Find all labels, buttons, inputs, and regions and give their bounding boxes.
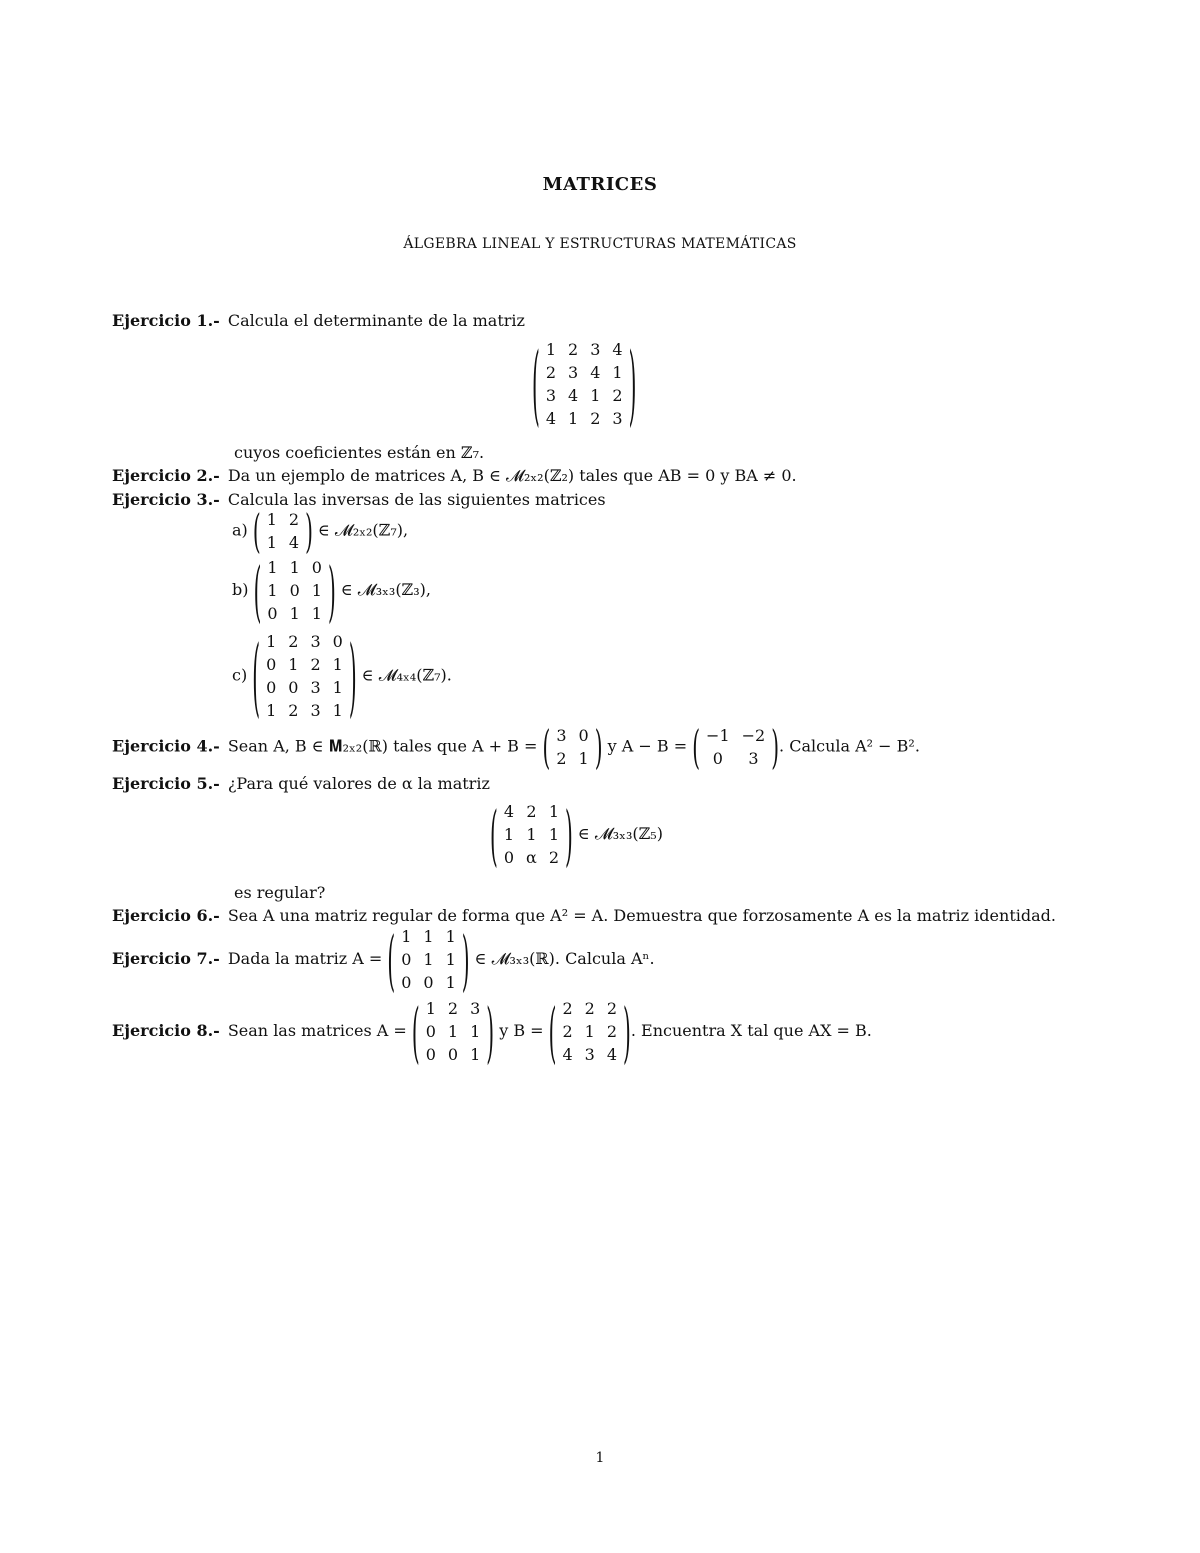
matrix-entry: 4	[590, 363, 601, 382]
matrix-entry: 1	[445, 927, 456, 946]
exercise-3c-space: ∈ 𝓜₄ₓ₄(ℤ₇).	[361, 665, 452, 685]
matrix-entry: 3	[556, 726, 567, 745]
matrix-row	[540, 384, 629, 407]
matrix-entry: 1	[612, 363, 623, 382]
matrix-left-paren: (	[252, 503, 261, 559]
matrix-entry: 1	[401, 927, 412, 946]
matrix-entry: 0	[503, 848, 514, 867]
matrix-entry: 2	[612, 386, 623, 405]
exercise-3b-space: ∈ 𝓜₃ₓ₃(ℤ₃),	[340, 580, 431, 599]
exercise-7-label: Ejercicio 7.-	[112, 949, 220, 968]
matrix-entry: 3	[310, 632, 321, 651]
exercise-8-text-2: y B =	[499, 1021, 544, 1040]
exercise-4-text-2: y A − B =	[607, 736, 688, 756]
exercise-5-matrix	[490, 795, 573, 874]
matrix-row	[261, 556, 328, 579]
exercise-1-text: Calcula el determinante de la matriz	[227, 311, 525, 330]
matrix-right-paren: )	[348, 624, 357, 728]
document-title: MATRICES	[542, 174, 658, 195]
exercise-5-text: ¿Para qué valores de α la matriz	[227, 774, 490, 793]
matrix-entry: 0	[401, 950, 412, 969]
exercise-1-matrix	[532, 331, 637, 437]
matrix-row	[498, 846, 565, 869]
matrix-left-paren: (	[542, 719, 551, 775]
matrix-entry: 1	[578, 749, 589, 768]
matrix-entry: 1	[288, 655, 299, 674]
matrix-entry: 1	[590, 386, 601, 405]
matrix-table	[556, 997, 623, 1066]
matrix-table	[260, 630, 349, 722]
exercise-3b	[232, 551, 431, 630]
matrix-right-paren: )	[327, 551, 336, 630]
exercise-8-matrix-a	[411, 992, 495, 1071]
matrix-entry: 0	[266, 678, 277, 697]
exercise-3a-matrix	[252, 503, 313, 559]
matrix-row	[540, 407, 629, 430]
exercise-3-text: Calcula las inversas de las siguientes matrices	[227, 490, 606, 509]
matrix-entry: α	[526, 848, 537, 867]
matrix-entry: 3	[545, 386, 556, 405]
matrix-entry: 0	[425, 1045, 436, 1064]
matrix-entry: 2	[288, 510, 300, 529]
matrix-entry: 2	[584, 999, 595, 1018]
matrix-entry: 2	[288, 632, 299, 651]
matrix-entry: −2	[741, 726, 766, 745]
matrix-entry: 1	[470, 1022, 481, 1041]
matrix-entry: 1	[311, 604, 322, 623]
matrix-entry: 0	[401, 973, 412, 992]
exercise-4-matrix-sum	[542, 719, 603, 775]
exercise-3c-matrix	[252, 624, 357, 728]
matrix-entry: 3	[590, 340, 601, 359]
matrix-row	[700, 747, 771, 770]
exercise-2-label: Ejercicio 2.-	[112, 466, 220, 485]
matrix-entry: 2	[545, 363, 556, 382]
matrix-right-paren: )	[305, 503, 313, 559]
exercise-8-text-1: Sean las matrices A =	[227, 1021, 407, 1040]
page-number: 1	[595, 1450, 605, 1466]
exercise-8-label: Ejercicio 8.-	[112, 1021, 220, 1040]
matrix-row	[260, 630, 349, 653]
matrix-entry: 3	[310, 701, 321, 720]
matrix-entry: 2	[548, 848, 559, 867]
matrix-entry: 2	[562, 1022, 573, 1041]
exercise-2-text: Da un ejemplo de matrices A, B ∈ 𝓜₂ₓ₂(ℤ₂) tales que AB = 0 y BA ≠ 0.	[227, 466, 797, 485]
matrix-entry: 2	[590, 409, 601, 428]
matrix-entry: 1	[568, 409, 579, 428]
matrix-entry: 4	[288, 533, 300, 552]
matrix-entry: 2	[606, 1022, 618, 1041]
matrix-row	[700, 724, 771, 747]
matrix-entry: 1	[526, 825, 537, 844]
exercise-5	[112, 773, 490, 795]
matrix-entry: 0	[311, 558, 322, 577]
matrix-entry: 1	[289, 558, 300, 577]
matrix-entry: 4	[545, 409, 556, 428]
matrix-entry: 3	[612, 409, 623, 428]
matrix-entry: 1	[548, 802, 559, 821]
matrix-row	[261, 531, 305, 554]
matrix-entry: 1	[447, 1022, 459, 1041]
matrix-entry: 1	[445, 950, 456, 969]
matrix-row	[550, 747, 594, 770]
exercise-3b-matrix	[253, 551, 336, 630]
matrix-table	[261, 556, 328, 625]
matrix-entry: 1	[423, 927, 434, 946]
matrix-entry: 0	[289, 581, 300, 600]
matrix-entry: 1	[266, 533, 277, 552]
matrix-entry: 2	[310, 655, 321, 674]
exercise-4-text-3: . Calcula A² − B².	[779, 736, 920, 756]
matrix-table	[700, 724, 771, 770]
exercise-8-matrix-b	[548, 992, 631, 1071]
matrix-row	[420, 1043, 487, 1066]
matrix-entry: 0	[288, 678, 299, 697]
exercise-7-text-2: ∈ 𝓜₃ₓ₃(ℝ). Calcula Aⁿ.	[474, 949, 655, 968]
matrix-table	[540, 338, 629, 430]
matrix-left-paren: (	[411, 992, 420, 1071]
matrix-row	[260, 699, 349, 722]
exercise-1-matrix-block	[532, 331, 637, 437]
matrix-table	[395, 925, 462, 994]
matrix-entry: 1	[548, 825, 559, 844]
matrix-right-paren: )	[628, 331, 637, 437]
matrix-entry: 4	[612, 340, 623, 359]
matrix-entry: 1	[445, 973, 456, 992]
exercise-7	[112, 920, 655, 999]
matrix-row	[498, 800, 565, 823]
exercise-5-space: ∈ 𝓜₃ₓ₃(ℤ₅)	[577, 824, 663, 843]
matrix-entry: 1	[266, 510, 277, 529]
matrix-left-paren: (	[532, 331, 540, 437]
matrix-entry: 0	[425, 1022, 436, 1041]
matrix-row	[395, 925, 462, 948]
matrix-entry: 1	[332, 678, 343, 697]
matrix-entry: 1	[266, 632, 277, 651]
matrix-left-paren: (	[490, 795, 498, 874]
matrix-table	[420, 997, 487, 1066]
matrix-entry: 1	[311, 581, 322, 600]
matrix-entry: 1	[584, 1022, 595, 1041]
matrix-row	[261, 579, 328, 602]
exercise-3-label: Ejercicio 3.-	[112, 490, 220, 509]
exercise-3c	[232, 624, 452, 728]
matrix-left-paren: (	[548, 992, 557, 1071]
matrix-row	[395, 971, 462, 994]
exercise-5-after: es regular?	[234, 883, 326, 902]
matrix-entry: 1	[267, 581, 278, 600]
exercise-2	[112, 465, 797, 487]
matrix-right-paren: )	[486, 992, 495, 1071]
matrix-table	[550, 724, 594, 770]
matrix-entry: 0	[712, 749, 723, 768]
exercise-4	[112, 719, 920, 775]
exercise-4-matrix-diff	[692, 719, 780, 775]
matrix-entry: 0	[267, 604, 278, 623]
matrix-entry: 2	[526, 802, 537, 821]
matrix-row	[498, 823, 565, 846]
exercise-3b-tag: b)	[232, 580, 249, 599]
matrix-row	[420, 1020, 487, 1043]
matrix-table	[261, 508, 305, 554]
matrix-entry: 1	[332, 701, 343, 720]
matrix-right-paren: )	[771, 719, 780, 775]
matrix-left-paren: (	[692, 719, 701, 775]
exercise-5-matrix-block	[490, 795, 663, 874]
exercise-8	[112, 992, 872, 1071]
matrix-entry: 4	[562, 1045, 573, 1064]
matrix-right-paren: )	[623, 992, 631, 1071]
matrix-row	[260, 653, 349, 676]
matrix-entry: 1	[423, 950, 434, 969]
matrix-entry: 4	[568, 386, 579, 405]
matrix-row	[556, 997, 623, 1020]
exercise-1	[112, 310, 525, 332]
matrix-entry: 3	[584, 1045, 595, 1064]
exercise-3a-space: ∈ 𝓜₂ₓ₂(ℤ₇),	[317, 520, 409, 540]
exercise-3c-tag: c)	[232, 665, 248, 685]
matrix-entry: 3	[470, 999, 481, 1018]
matrix-row	[556, 1043, 623, 1066]
matrix-entry: 0	[423, 973, 434, 992]
matrix-entry: 0	[578, 726, 589, 745]
matrix-right-paren: )	[461, 920, 470, 999]
matrix-entry: 3	[310, 678, 321, 697]
exercise-5-label: Ejercicio 5.-	[112, 774, 220, 793]
matrix-entry: 1	[289, 604, 300, 623]
matrix-entry: 1	[267, 558, 278, 577]
matrix-row	[261, 508, 305, 531]
matrix-entry: 1	[503, 825, 514, 844]
matrix-table	[498, 800, 565, 869]
matrix-row	[420, 997, 487, 1020]
matrix-entry: 2	[568, 340, 579, 359]
exercise-6-label: Ejercicio 6.-	[112, 906, 220, 925]
matrix-entry: 4	[606, 1045, 618, 1064]
matrix-entry: 1	[470, 1045, 481, 1064]
matrix-entry: −1	[706, 726, 730, 745]
matrix-left-paren: (	[387, 920, 396, 999]
matrix-row	[395, 948, 462, 971]
matrix-entry: 0	[266, 655, 277, 674]
matrix-entry: 2	[562, 999, 573, 1018]
document-subtitle: ÁLGEBRA LINEAL Y ESTRUCTURAS MATEMÁTICAS	[403, 236, 797, 252]
matrix-row	[540, 338, 629, 361]
matrix-entry: 4	[503, 802, 514, 821]
matrix-row	[261, 602, 328, 625]
matrix-entry: 3	[568, 363, 579, 382]
matrix-entry: 1	[425, 999, 436, 1018]
matrix-entry: 1	[266, 701, 277, 720]
matrix-entry: 2	[606, 999, 618, 1018]
exercise-7-text-1: Dada la matriz A =	[227, 949, 383, 968]
exercise-3a-tag: a)	[232, 520, 248, 540]
exercise-1-after: cuyos coeficientes están en ℤ₇.	[234, 443, 485, 462]
matrix-entry: 2	[288, 701, 299, 720]
exercise-1-label: Ejercicio 1.-	[112, 311, 220, 330]
exercise-6-text: Sea A una matriz regular de forma que A² = A. Demuestra que forzosamente A es la matriz identidad.	[227, 906, 1056, 925]
matrix-row	[260, 676, 349, 699]
matrix-entry: 1	[545, 340, 556, 359]
matrix-right-paren: )	[594, 719, 603, 775]
matrix-left-paren: (	[252, 624, 261, 728]
matrix-right-paren: )	[565, 795, 573, 874]
matrix-entry: 2	[447, 999, 459, 1018]
exercise-8-text-3: . Encuentra X tal que AX = B.	[630, 1021, 872, 1040]
matrix-entry: 0	[447, 1045, 459, 1064]
matrix-entry: 0	[332, 632, 343, 651]
matrix-row	[540, 361, 629, 384]
matrix-row	[550, 724, 594, 747]
exercise-4-label: Ejercicio 4.-	[112, 736, 220, 756]
exercise-4-text-1: Sean A, B ∈ 𝐌₂ₓ₂(ℝ) tales que A + B =	[227, 736, 538, 756]
matrix-entry: 1	[332, 655, 343, 674]
exercise-6	[112, 905, 1056, 927]
matrix-entry: 3	[748, 749, 759, 768]
exercise-7-matrix	[387, 920, 470, 999]
matrix-left-paren: (	[253, 551, 262, 630]
matrix-entry: 2	[556, 749, 567, 768]
exercise-3a	[232, 503, 409, 559]
matrix-row	[556, 1020, 623, 1043]
